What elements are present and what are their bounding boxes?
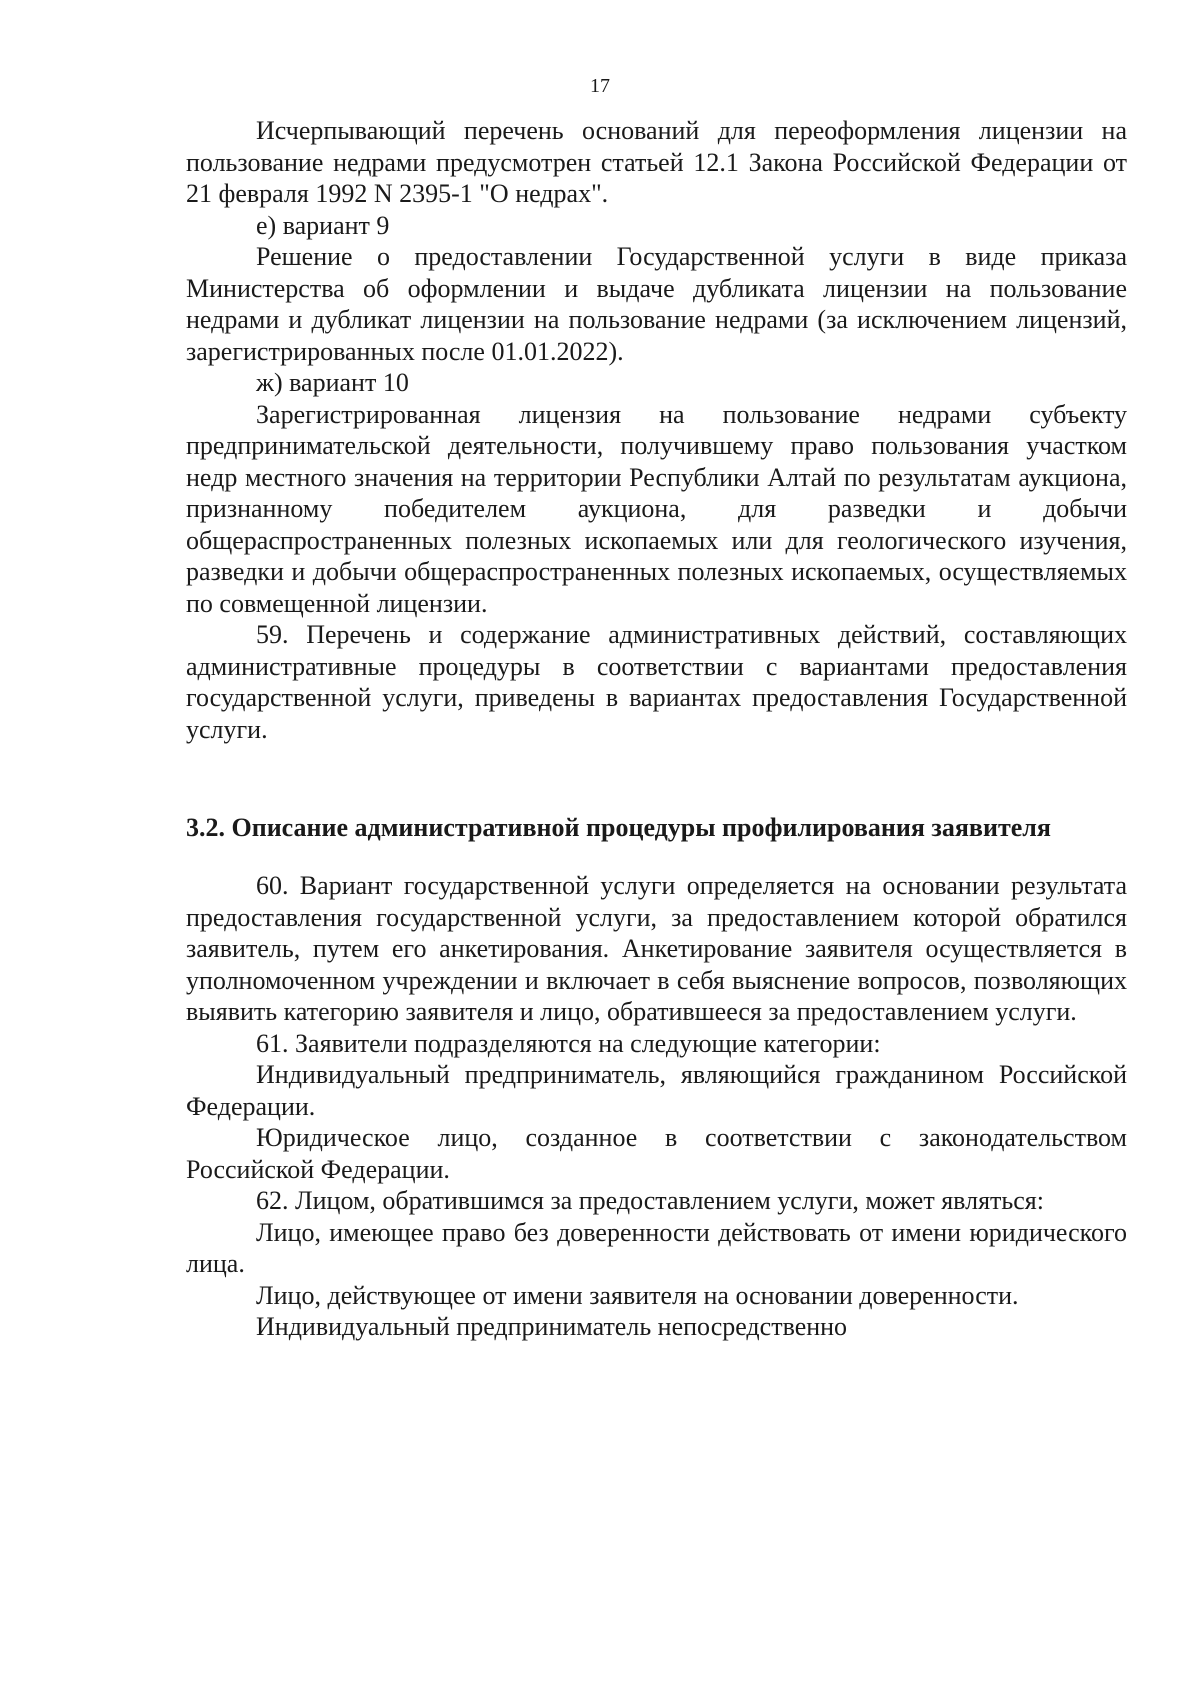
section-heading: 3.2. Описание административной процедуры профилирования заявителя <box>186 813 1051 842</box>
paragraph-person-with-proxy: Лицо, действующее от имени заявителя на основании доверенности. <box>256 1280 1019 1310</box>
paragraph-variant-9-result: Решение о предоставлении Государственной услуги в виде приказа Министерства об оформлении и выдаче дубликата лицензии на пользование недрами и дубликат лицензии на пользование недрами (за исключением лицензий, зарегистрированных после 01.01.2022). <box>186 242 1127 366</box>
section-text-block <box>186 870 1127 1343</box>
paragraph-variant-9-label: е) вариант 9 <box>256 210 390 240</box>
paragraph-59: 59. Перечень и содержание административных действий, составляющих административные процедуры в соответствии с вариантами предоставления государственной услуги, приведены в вариантах предоставления Государственной услуги. <box>186 620 1127 744</box>
page-number: 17 <box>590 75 610 97</box>
paragraph-entrepreneur-directly: Индивидуальный предприниматель непосредственно <box>256 1312 848 1341</box>
paragraph-variant-10-label: ж) вариант 10 <box>256 368 409 397</box>
paragraph-variant-10-result: Зарегистрированная лицензия на пользование недрами субъекту предпринимательской деятельности, получившему право пользования участком недр местного значения на территории Республики Алтай по результатам аукциона, признанному победителем аукциона, для разведки и добычи общераспространенных полезных ископаемых или для геологического изучения, разведки и добычи общераспространенных полезных ископаемых, осуществляемых по совмещенной лицензии. <box>186 399 1127 618</box>
paragraph-license-reissue-grounds: Исчерпывающий перечень оснований для переоформления лицензии на пользование недрами предусмотрен статьей 12.1 Закона Российской Федерации от 21 февраля 1992 N 2395-1 "О недрах". <box>186 116 1127 208</box>
paragraph-61: 61. Заявители подразделяются на следующие категории: <box>256 1028 881 1058</box>
paragraph-category-legal-entity: Юридическое лицо, созданное в соответствии с законодательством Российской Федерации. <box>186 1123 1127 1184</box>
paragraph-62: 62. Лицом, обратившимся за предоставлением услуги, может являться: <box>256 1186 1044 1215</box>
paragraph-60: 60. Вариант государственной услуги определяется на основании результата предоставления государственной услуги, за предоставлением которой обратился заявитель, путем его анкетирования. Анкетирование заявителя осуществляется в уполномоченном учреждении и включает в себя выяснение вопросов, позволяющих выявить категорию заявителя и лицо, обратившееся за предоставлением услуги. <box>186 871 1127 1026</box>
paragraph-person-without-proxy: Лицо, имеющее право без доверенности действовать от имени юридического лица. <box>186 1217 1127 1278</box>
top-text-block <box>186 115 1127 745</box>
paragraph-category-individual-entrepreneur: Индивидуальный предприниматель, являющийся гражданином Российской Федерации. <box>186 1060 1127 1121</box>
